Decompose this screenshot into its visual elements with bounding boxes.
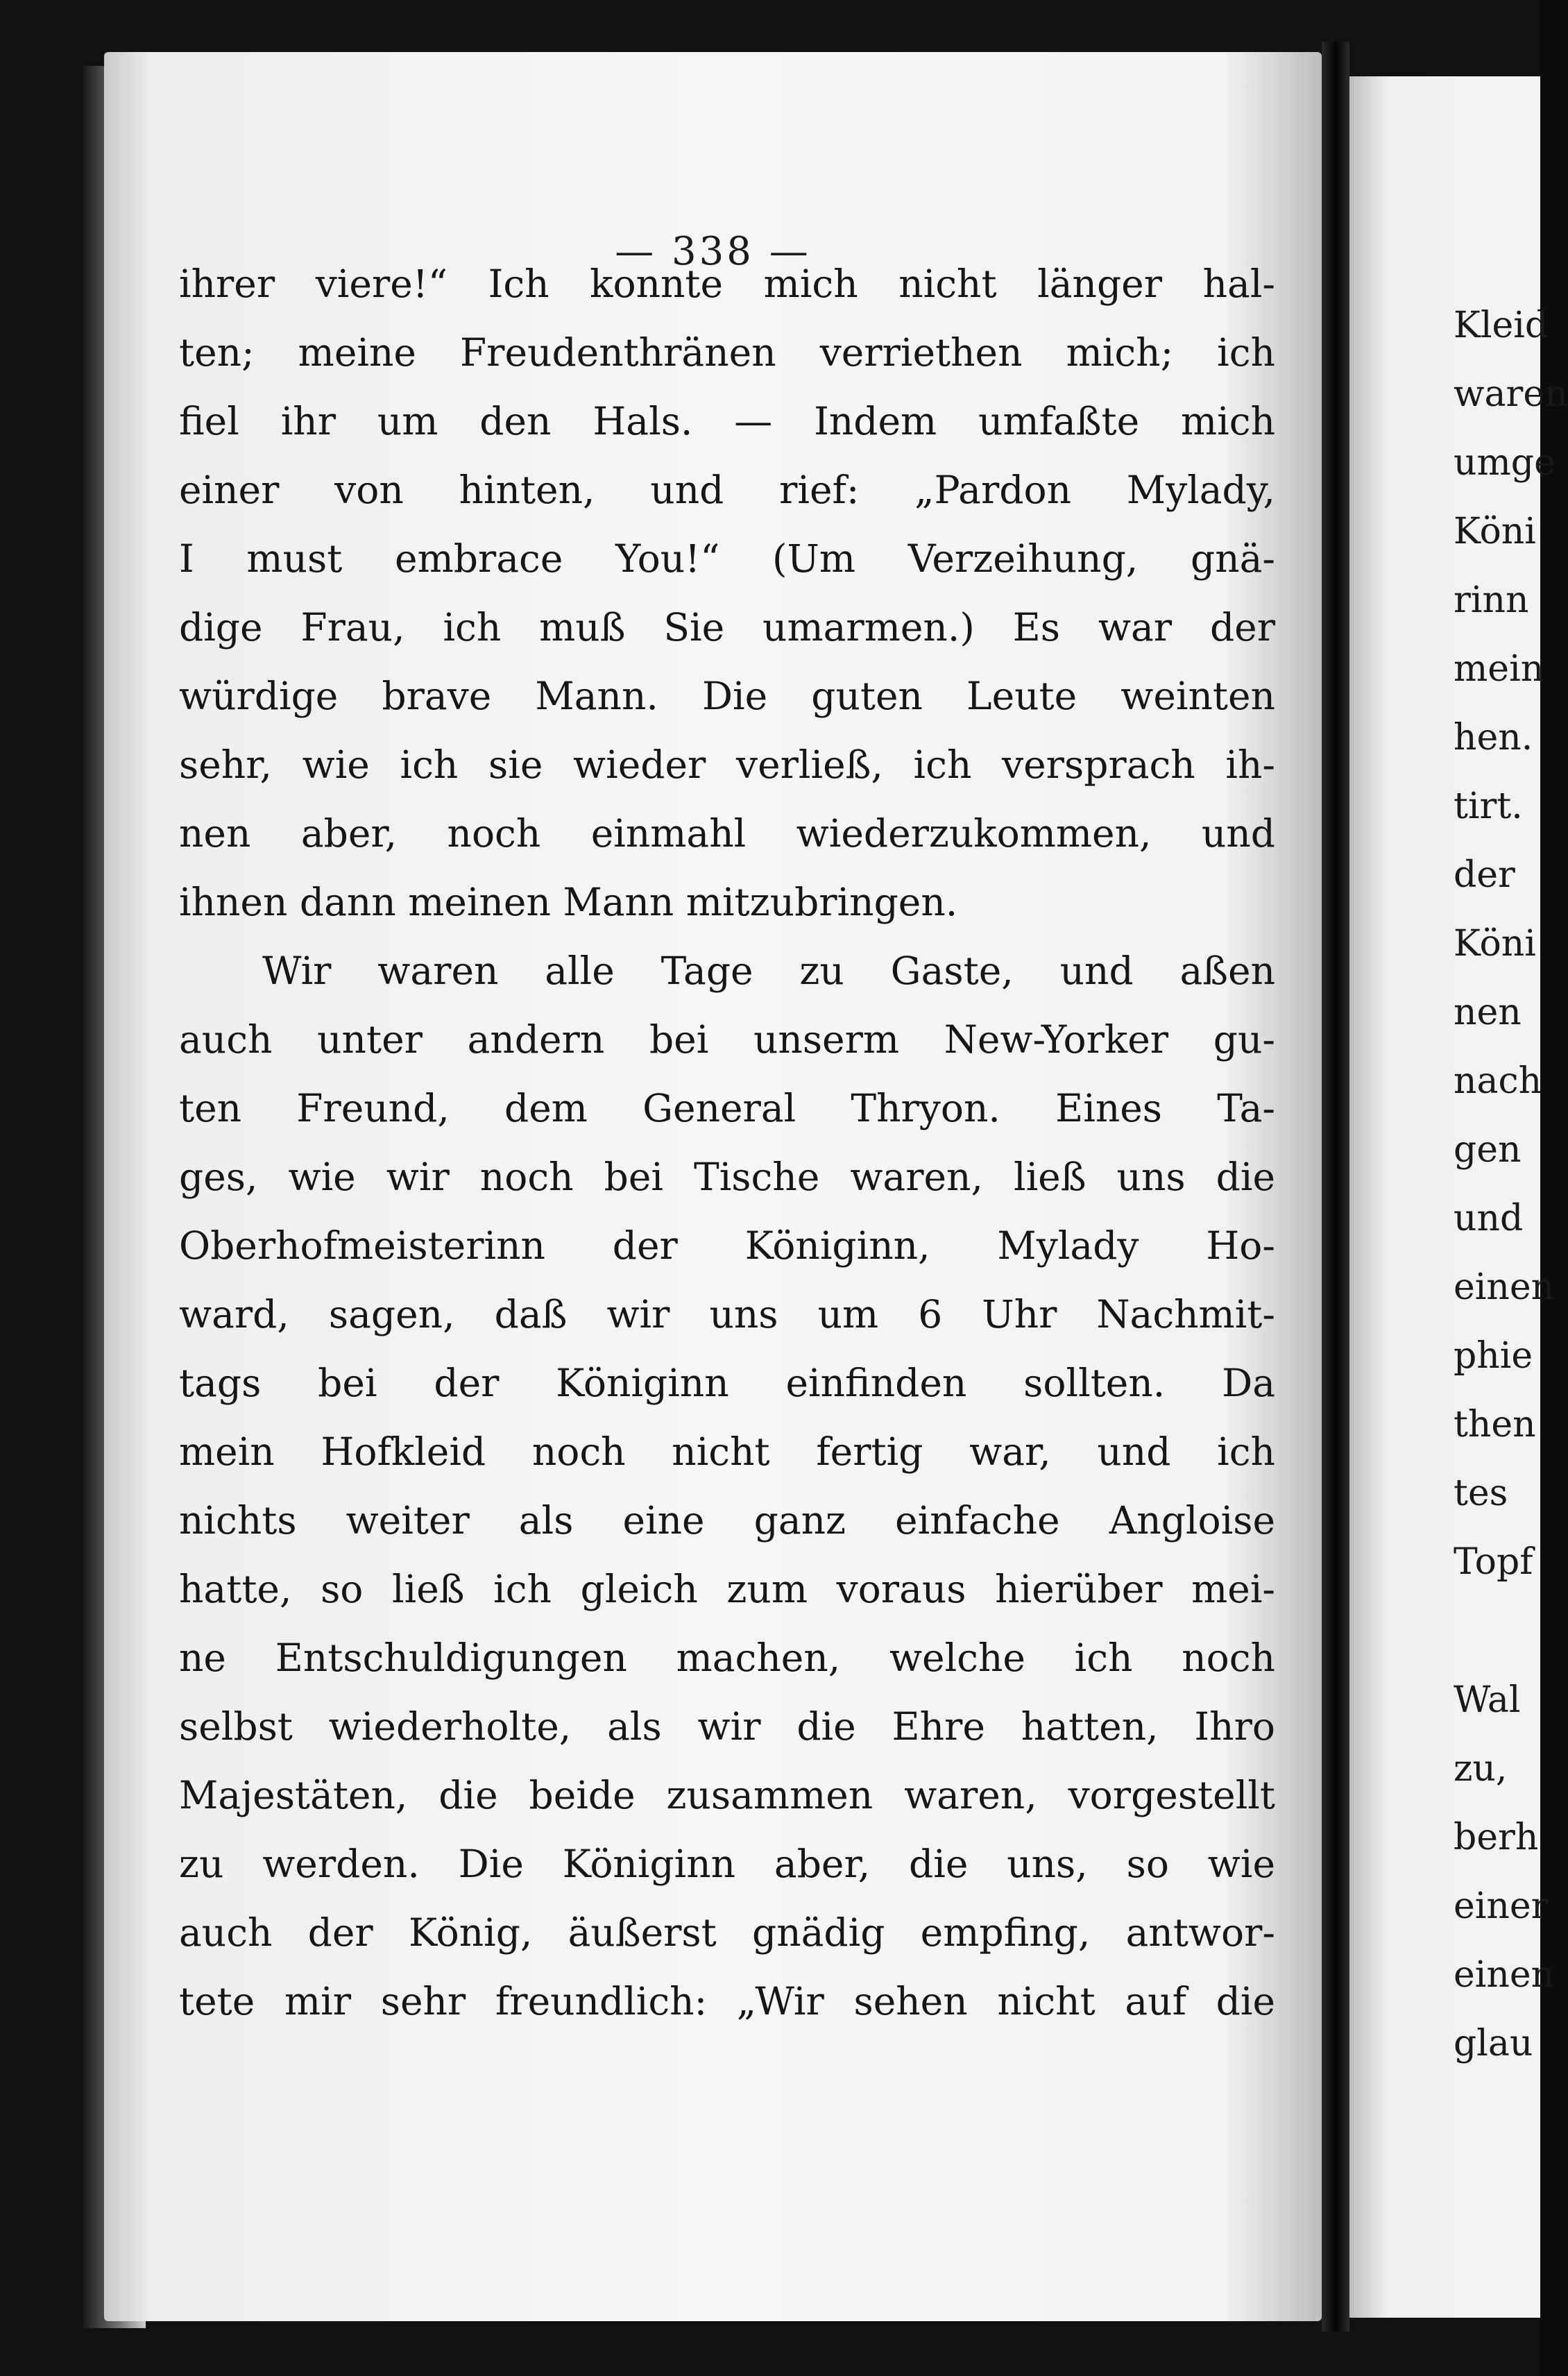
text-line: ges, wie wir noch bei Tische waren, ließ uns die <box>179 1155 1275 1199</box>
text-line: dige Frau, ich muß Sie umarmen.) Es war der <box>179 605 1275 650</box>
adjacent-text-fragment: gen <box>1454 1129 1522 1171</box>
adjacent-text-fragment: Köni <box>1454 923 1536 965</box>
book-gutter <box>1322 42 1349 2332</box>
page-number: — 338 — <box>615 229 811 274</box>
text-line: würdige brave Mann. Die guten Leute weinten <box>179 674 1275 718</box>
adjacent-text-fragment: einen <box>1454 1954 1555 1996</box>
adjacent-text-fragment: phie <box>1454 1335 1533 1377</box>
text-line: ihrer viere!“ Ich konnte mich nicht länger hal- <box>179 262 1275 306</box>
adjacent-page-text <box>1454 291 1568 2078</box>
adjacent-text-fragment: und <box>1454 1198 1524 1239</box>
text-line: ten Freund, dem General Thryon. Eines Ta- <box>179 1086 1275 1130</box>
text-line: selbst wiederholte, als wir die Ehre hatten, Ihro <box>179 1704 1275 1749</box>
text-line: nen aber, noch einmahl wiederzukommen, und <box>179 811 1275 856</box>
text-line: sehr, wie ich sie wieder verließ, ich versprach ih- <box>179 742 1275 787</box>
text-line: tags bei der Königinn einfinden sollten. Da <box>179 1361 1275 1405</box>
adjacent-text-fragment: Topf <box>1454 1541 1533 1583</box>
text-line: ihnen dann meinen Mann mitzubringen. <box>179 880 958 924</box>
adjacent-text-fragment: Kleid <box>1454 305 1549 346</box>
text-line: auch der König, äußerst gnädig empfing, antwor- <box>179 1910 1275 1955</box>
text-line: auch unter andern bei unserm New-Yorker gu- <box>179 1017 1275 1062</box>
adjacent-text-fragment: umge <box>1454 442 1556 484</box>
adjacent-text-fragment: then <box>1454 1404 1536 1445</box>
adjacent-text-fragment: Wal <box>1454 1679 1521 1721</box>
text-line: hatte, so ließ ich gleich zum voraus hierüber mei- <box>179 1567 1275 1611</box>
text-line: I must embrace You!“ (Um Verzeihung, gnä- <box>179 536 1275 581</box>
text-line: nichts weiter als eine ganz einfache Angloise <box>179 1498 1275 1543</box>
adjacent-text-fragment: nach <box>1454 1060 1542 1102</box>
adjacent-text-fragment: zu, <box>1454 1748 1508 1790</box>
text-line: fiel ihr um den Hals. — Indem umfaßte mich <box>179 399 1275 443</box>
adjacent-text-fragment: rinn <box>1454 579 1529 621</box>
adjacent-text-fragment: berh <box>1454 1817 1539 1858</box>
adjacent-text-fragment: glau <box>1454 2023 1533 2064</box>
text-line: ten; meine Freudenthränen verriethen mich; ich <box>179 330 1275 375</box>
adjacent-text-fragment: mein <box>1454 648 1544 690</box>
adjacent-text-fragment: der <box>1454 854 1515 896</box>
adjacent-text-fragment: tes <box>1454 1473 1508 1514</box>
adjacent-text-fragment: waren <box>1454 373 1568 415</box>
adjacent-text-fragment: Köni <box>1454 511 1536 552</box>
text-line: mein Hofkleid noch nicht fertig war, und ich <box>179 1429 1275 1474</box>
text-line: zu werden. Die Königinn aber, die uns, so wie <box>179 1842 1275 1886</box>
text-line: tete mir sehr freundlich: „Wir sehen nicht auf die <box>179 1979 1275 2023</box>
adjacent-text-fragment: einer <box>1454 1885 1549 1927</box>
text-line: ward, sagen, daß wir uns um 6 Uhr Nachmit- <box>179 1292 1275 1336</box>
adjacent-text-fragment: nen <box>1454 992 1522 1033</box>
adjacent-text-fragment: hen. <box>1454 717 1533 758</box>
text-line: Oberhofmeisterinn der Königinn, Mylady Ho- <box>179 1223 1275 1268</box>
text-line: ne Entschuldigungen machen, welche ich noch <box>179 1636 1275 1680</box>
text-line: einer von hinten, und rief: „Pardon Mylady, <box>179 468 1275 512</box>
page-text <box>179 250 1275 2036</box>
adjacent-text-fragment: tirt. <box>1454 786 1523 827</box>
text-line: Wir waren alle Tage zu Gaste, und aßen <box>262 949 1275 993</box>
text-line: Majestäten, die beide zusammen waren, vorgestellt <box>179 1773 1275 1817</box>
adjacent-text-fragment: einen <box>1454 1266 1555 1308</box>
